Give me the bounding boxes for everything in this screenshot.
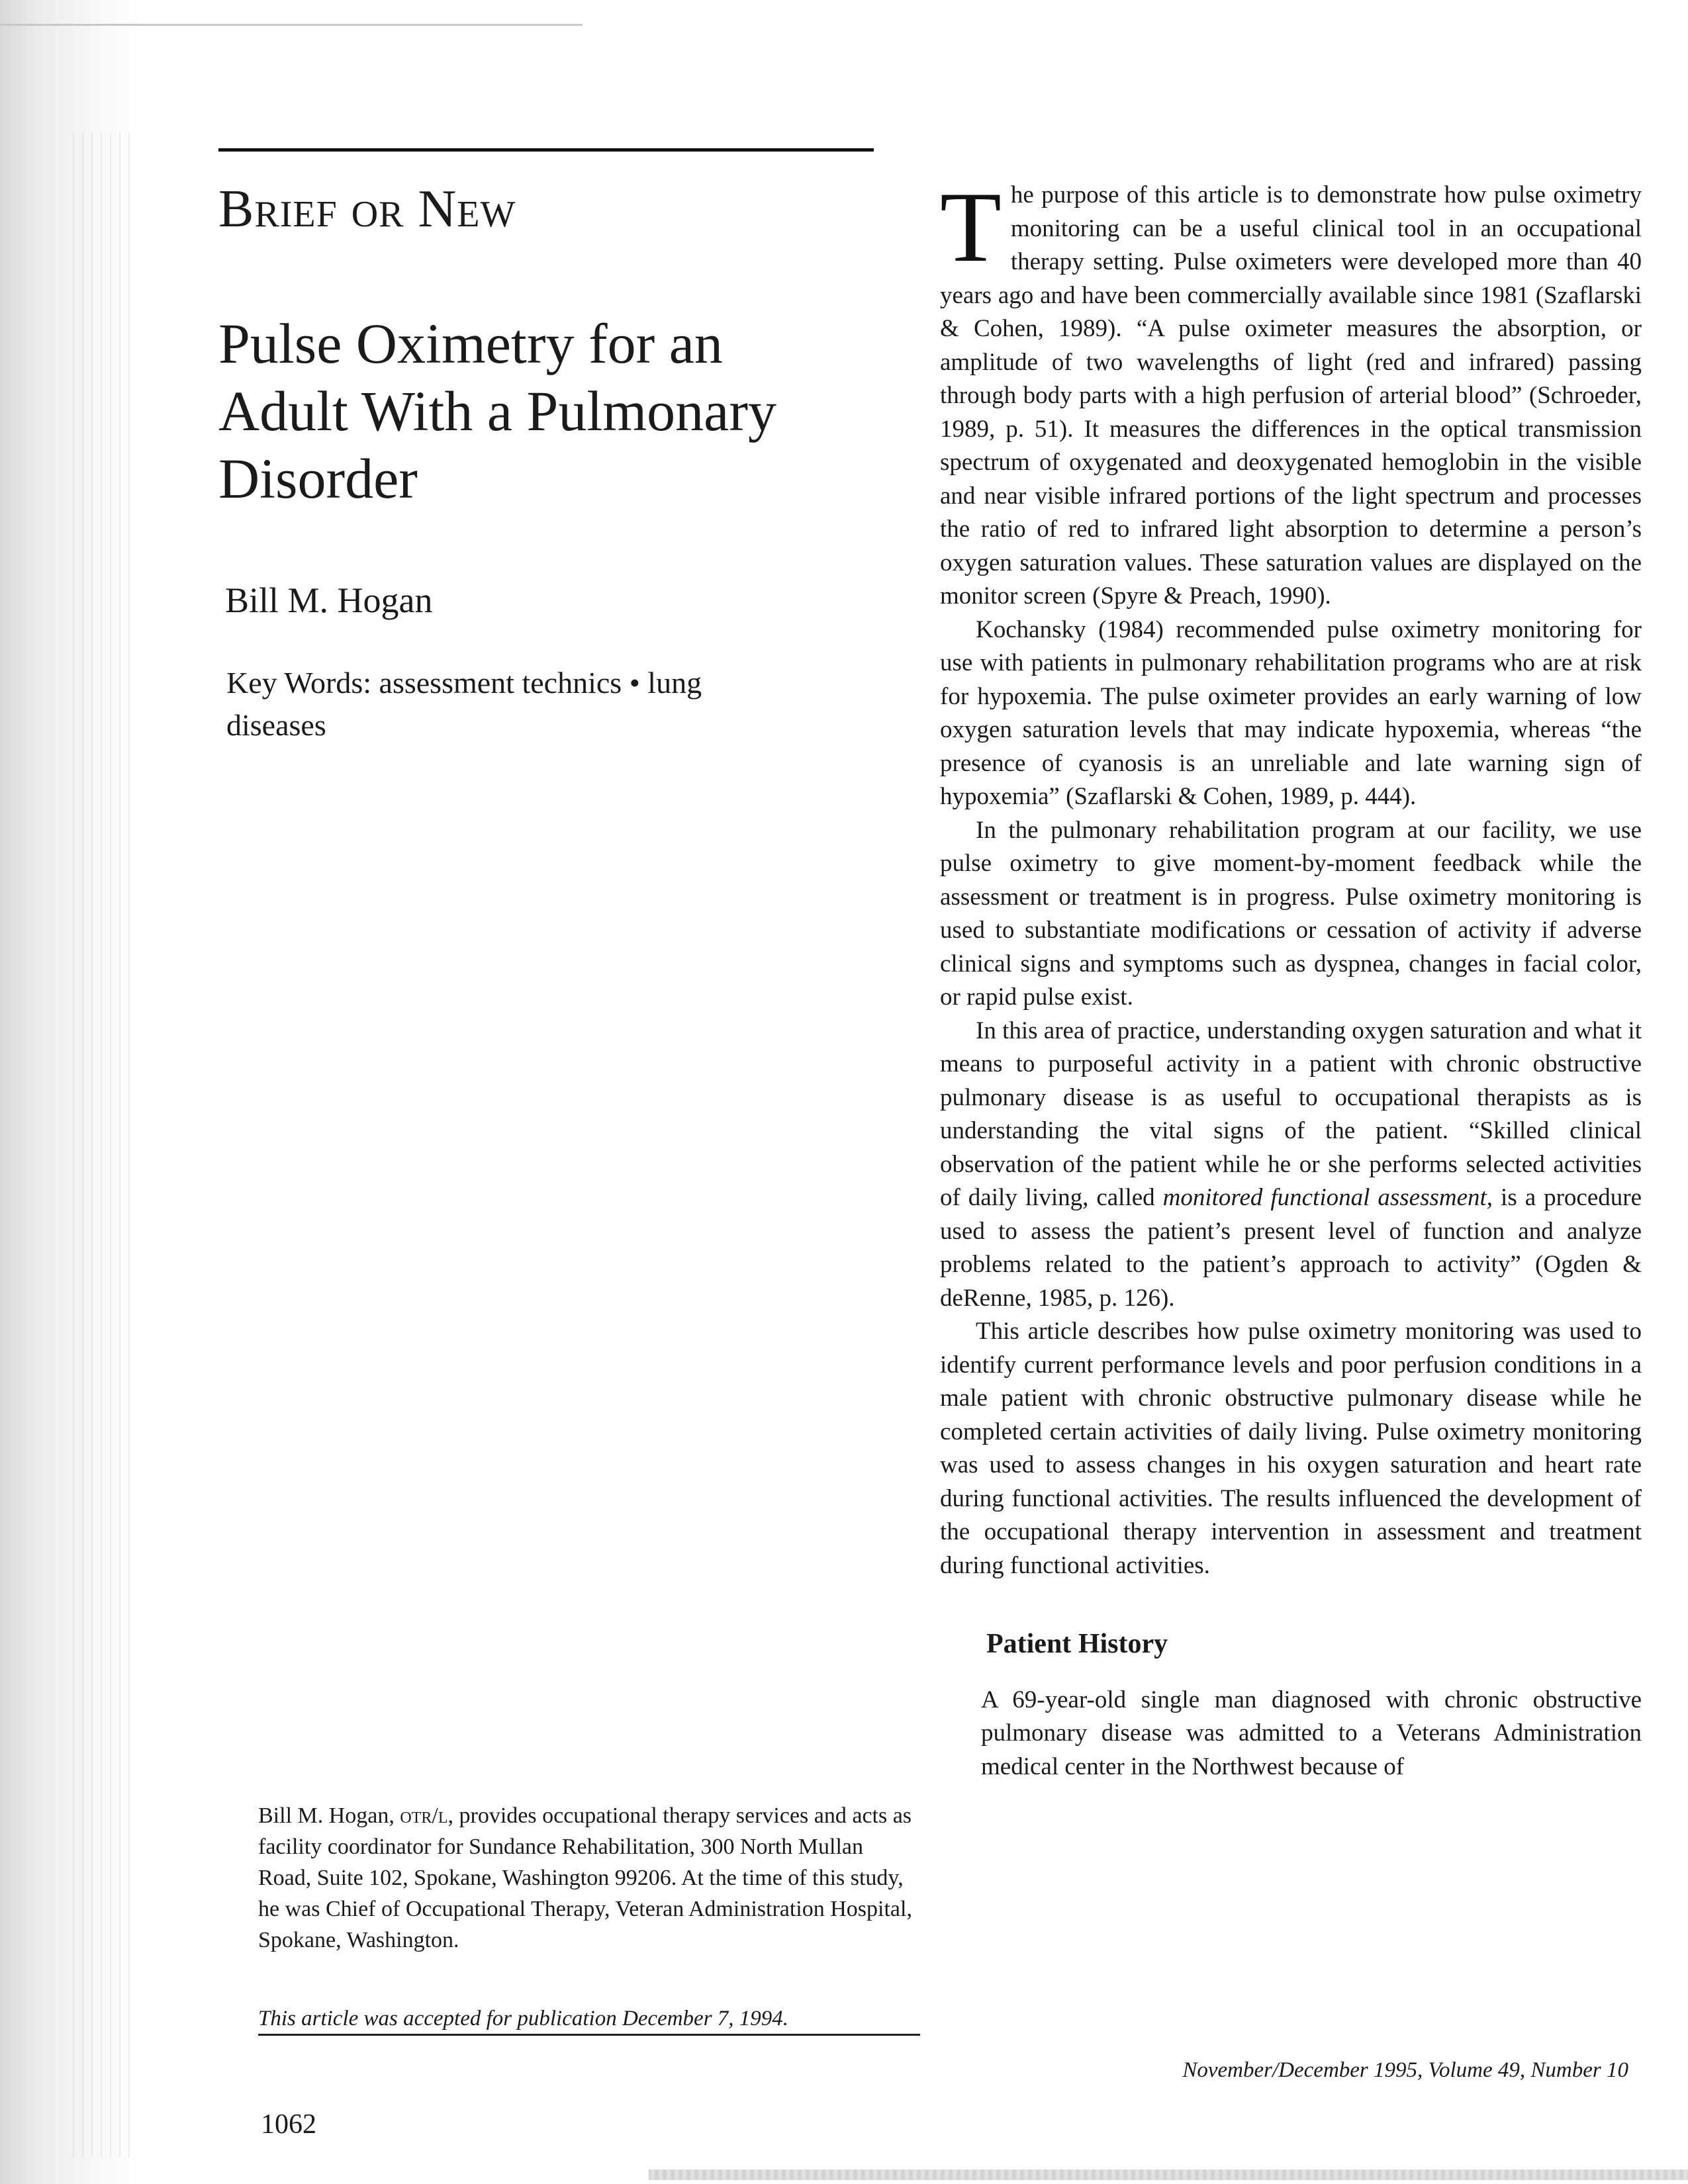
title-line-2: Adult With a Pulmonary [218, 379, 776, 443]
keyword-1: assessment technics [379, 666, 622, 700]
paragraph-1-text: he purpose of this article is to demonstrate how pulse oximetry monitoring can be a useful clinical tool in an occupational therapy setting. Pulse oximeters were developed more than 40 years ago and have been commercially available since 1981 (Szaflarski & Cohen, 1989). “A pulse oximeter measures the absorption, or amplitude of two wavelengths of light (red and infrared) passing through body parts with a high perfusion of arterial blood” (Schroeder, 1989, p. 51). It measures the differences in the optical transmission spectrum of oxygenated and deoxygenated hemoglobin in the visible and near visible infrared portions of the light spectrum and processes the ratio of red to infrared light absorption to determine a person’s oxygen saturation values. These saturation values are displayed on the monitor screen (Spyre & Preach, 1990). [940, 181, 1642, 610]
scan-gutter-lines [73, 132, 132, 2158]
keywords-label: Key Words: [226, 666, 372, 700]
article-title [218, 310, 880, 512]
body-column [940, 171, 1642, 1784]
page-number: 1062 [261, 2109, 316, 2140]
keywords [226, 662, 809, 747]
title-line-1: Pulse Oximetry for an [218, 312, 723, 375]
header-rule [218, 148, 874, 152]
section-heading: Patient History [986, 1629, 1168, 1659]
scan-top-edge [0, 24, 583, 26]
paragraph-1 [940, 171, 1642, 614]
paragraph-2: Kochansky (1984) recommended pulse oximetry monitoring for use with patients in pulmonary rehabilitation programs who are at risk for hypoxemia. The pulse oximeter provides an early warning of low oxygen saturation levels that may indicate hypoxemia, whereas “the presence of cyanosis is an unreliable and late warning sign of hypoxemia” (Szaflarski & Cohen, 1989, p. 444). [940, 615, 1642, 810]
author-footnote [258, 1800, 920, 1956]
paragraph-4-text-a: In this area of practice, understanding oxygen saturation and what it means to purposeful activity in a patient with chronic obstructive pulmonary disease is as useful to occupational therapists as is understanding the vital signs of the patient. “Skilled clinical observation of the patient while he or she performs selected activities of daily living, called [940, 1017, 1642, 1211]
paragraph-3: In the pulmonary rehabilitation program at our facility, we use pulse oximetry to give moment-by-moment feedback while the assessment or treatment is in progress. Pulse oximetry monitoring is used to substantiate modifications or cessation of activity if adverse clinical signs and symptoms such as dyspnea, changes in facial color, or rapid pulse exist. [940, 816, 1642, 1011]
paragraph-4-text-b: is a procedure used to assess the patient’s present level of function and analyze problems related to the patient’s approach to activity” (Ogden & deRenne, 1985, p. 126). [940, 1184, 1642, 1312]
paragraph-4 [940, 1015, 1642, 1316]
paragraph-4-italic: monitored functional assessment, [1162, 1184, 1493, 1211]
journal-issue: November/December 1995, Volume 49, Number 10 [1182, 2058, 1628, 2082]
drop-cap: T [940, 171, 1002, 283]
footnote-credential: otr/l, [400, 1803, 454, 1828]
paragraph-5: This article describes how pulse oximetry monitoring was used to identify current performance levels and poor perfusion conditions in a male patient with chronic obstructive pulmonary disease while he completed certain activities of daily living. Pulse oximetry monitoring was used to assess changes in his oxygen saturation and heart rate during functional activities. The results influenced the development of the occupational therapy intervention in assessment and treatment during functional activities. [940, 1318, 1642, 1579]
keyword-2: lung diseases [226, 666, 702, 742]
footnote-name: Bill M. Hogan, [258, 1803, 395, 1828]
title-line-3: Disorder [218, 447, 418, 510]
bullet-icon: • [629, 666, 640, 700]
footnote-text: provides occupational therapy services and acts as facility coordinator for Sundance Rehabilitation, 300 North Mullan Road, Suite 102, Spokane, Washington 99206. At the time of this study, he was Chief of Occupational Therapy, Veteran Administration Hospital, Spokane, Washington. [258, 1803, 912, 1952]
section-label: Brief or New [218, 180, 516, 238]
scan-bottom-edge [649, 2169, 1688, 2180]
paragraph-6: A 69-year-old single man diagnosed with chronic obstructive pulmonary disease was admitted to a Veterans Administration medical center in the Northwest because of [981, 1686, 1642, 1780]
author-name: Bill M. Hogan [225, 580, 433, 620]
acceptance-note: This article was accepted for publication December 7, 1994. [258, 2007, 920, 2036]
